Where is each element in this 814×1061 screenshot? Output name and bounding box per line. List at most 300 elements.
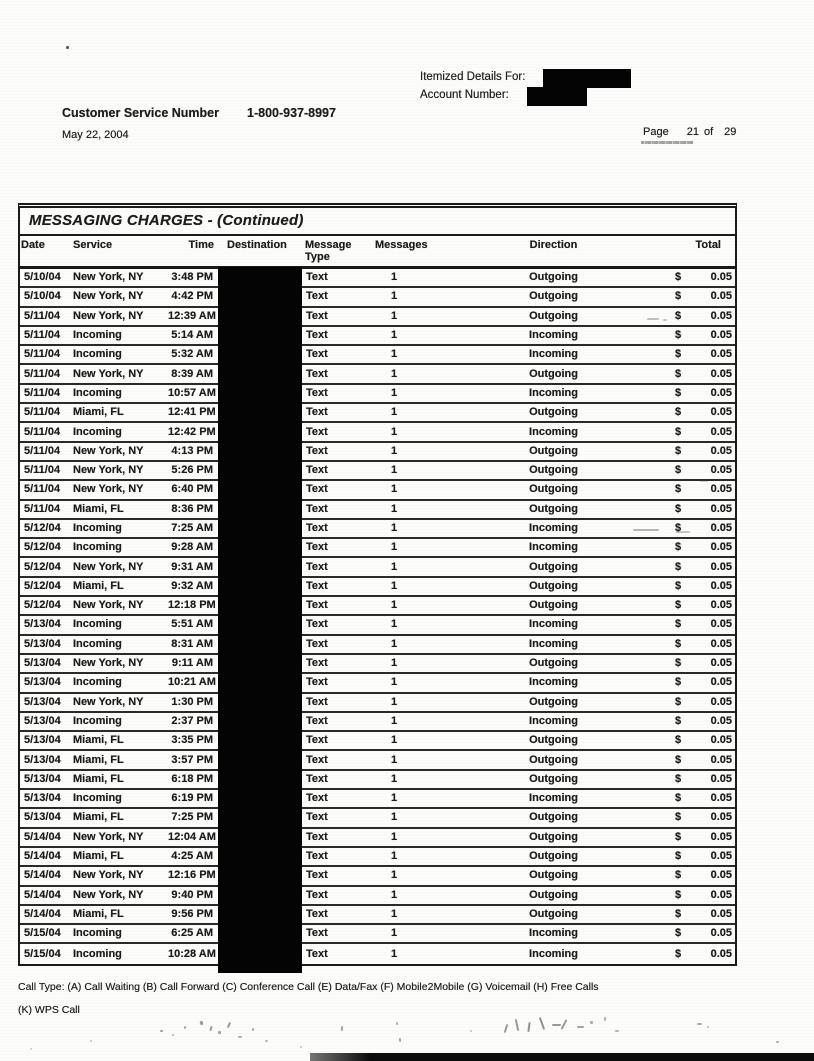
cell-time: 12:18 PM	[168, 599, 216, 612]
cell-service: Miami, FL	[73, 406, 124, 419]
table-body	[20, 269, 735, 964]
amount: 0.05	[710, 676, 732, 689]
scan-speck	[30, 1048, 32, 1050]
cell-messages: 1	[391, 406, 398, 419]
table-row	[20, 829, 735, 848]
page-total: 29	[724, 126, 737, 138]
table-row	[20, 636, 735, 655]
cell-direction: Incoming	[529, 714, 578, 727]
amount: 0.05	[710, 541, 732, 554]
cell-direction: Incoming	[529, 618, 578, 631]
cell-direction: Outgoing	[529, 888, 578, 901]
cell-messages: 1	[391, 676, 398, 689]
currency-sign: $	[675, 888, 682, 901]
cell-message-type: Text	[306, 579, 328, 592]
call-type-legend: Call Type: (A) Call Waiting (B) Call Forward (C) Conference Call (E) Data/Fax (F) Mobile2Mobile (G) Voicemail (H) Free Calls	[18, 981, 599, 993]
table-row	[20, 597, 735, 616]
table-row	[20, 867, 735, 886]
cell-message-type: Text	[306, 444, 328, 457]
cell-message-type: Text	[306, 464, 328, 477]
cell-service: New York, NY	[73, 830, 144, 843]
cell-message-type: Text	[306, 907, 328, 920]
table-row	[20, 365, 735, 384]
scan-speck	[265, 1040, 268, 1042]
cell-date: 5/11/04	[24, 444, 61, 457]
currency-sign: $	[675, 695, 682, 708]
cell-service: Miami, FL	[73, 753, 124, 766]
amount: 0.05	[710, 714, 732, 727]
cell-messages: 1	[391, 560, 398, 573]
cell-date: 5/13/04	[24, 676, 61, 689]
table-row	[20, 578, 735, 597]
table-row	[20, 848, 735, 867]
cell-date: 5/14/04	[24, 850, 61, 863]
cell-date: 5/14/04	[24, 907, 61, 920]
scan-speck	[527, 1022, 530, 1032]
amount: 0.05	[710, 348, 732, 361]
col-header-date: Date	[21, 239, 45, 251]
cell-total	[655, 867, 735, 884]
cell-service: Incoming	[73, 541, 122, 554]
col-header-time: Time	[188, 239, 214, 251]
cell-service: New York, NY	[73, 888, 144, 901]
cell-time: 3:48 PM	[171, 271, 213, 284]
amount: 0.05	[710, 271, 732, 284]
statement-date: May 22, 2004	[62, 129, 129, 141]
cell-time: 5:32 AM	[171, 348, 213, 361]
cell-date: 5/13/04	[24, 695, 61, 708]
cell-total	[655, 946, 735, 963]
cell-service: New York, NY	[73, 599, 144, 612]
cell-time: 9:11 AM	[171, 657, 213, 670]
amount: 0.05	[710, 657, 732, 670]
cell-direction: Outgoing	[529, 734, 578, 747]
cell-message-type: Text	[306, 560, 328, 573]
cell-messages: 1	[391, 657, 398, 670]
cell-total	[655, 790, 735, 807]
cell-total	[655, 616, 735, 633]
cell-total	[655, 462, 735, 479]
cell-messages: 1	[391, 579, 398, 592]
scan-speck	[90, 1040, 92, 1042]
cell-message-type: Text	[306, 637, 328, 650]
cell-service: New York, NY	[73, 869, 144, 882]
cell-service: Incoming	[73, 386, 122, 399]
scan-speck	[184, 1026, 187, 1030]
cell-direction: Incoming	[529, 541, 578, 554]
cell-date: 5/13/04	[24, 657, 61, 670]
cell-messages: 1	[391, 811, 398, 824]
cell-time: 9:56 PM	[171, 907, 213, 920]
cell-messages: 1	[391, 502, 398, 515]
amount: 0.05	[710, 309, 732, 322]
cell-message-type: Text	[306, 676, 328, 689]
cell-message-type: Text	[306, 502, 328, 515]
cell-service: New York, NY	[73, 657, 144, 670]
cell-total	[655, 829, 735, 846]
cell-total	[655, 559, 735, 576]
cell-messages: 1	[391, 792, 398, 805]
cell-total	[655, 288, 735, 305]
cell-message-type: Text	[306, 290, 328, 303]
cell-time: 2:37 PM	[171, 714, 213, 727]
cell-service: New York, NY	[73, 560, 144, 573]
amount: 0.05	[710, 425, 732, 438]
scan-speck	[515, 1019, 519, 1031]
scan-speck	[470, 1030, 472, 1032]
cell-messages: 1	[391, 464, 398, 477]
currency-sign: $	[675, 927, 682, 940]
table-row	[20, 771, 735, 790]
wps-call-line: (K) WPS Call	[18, 1004, 80, 1016]
cell-direction: Outgoing	[529, 772, 578, 785]
cell-date: 5/11/04	[24, 329, 61, 342]
table-row	[20, 809, 735, 828]
table-row	[20, 520, 735, 539]
cell-service: Miami, FL	[73, 850, 124, 863]
cell-total	[655, 887, 735, 904]
currency-sign: $	[675, 676, 682, 689]
itemized-details-label: Itemized Details For:	[420, 71, 526, 83]
cell-message-type: Text	[306, 271, 328, 284]
cell-service: Incoming	[73, 676, 122, 689]
cell-date: 5/13/04	[24, 811, 61, 824]
currency-sign: $	[675, 811, 682, 824]
table-title: MESSAGING CHARGES - (Continued)	[20, 208, 735, 236]
cell-time: 10:28 AM	[168, 947, 216, 960]
currency-sign: $	[675, 714, 682, 727]
currency-sign: $	[675, 599, 682, 612]
amount: 0.05	[710, 830, 732, 843]
scan-speck	[577, 1026, 584, 1028]
cell-messages: 1	[391, 695, 398, 708]
cell-message-type: Text	[306, 386, 328, 399]
cell-total	[655, 752, 735, 769]
amount: 0.05	[710, 753, 732, 766]
currency-sign: $	[675, 329, 682, 342]
currency-sign: $	[675, 444, 682, 457]
cell-message-type: Text	[306, 695, 328, 708]
cell-direction: Outgoing	[529, 579, 578, 592]
cell-total	[655, 732, 735, 749]
cell-total	[655, 443, 735, 460]
amount: 0.05	[710, 329, 732, 342]
currency-sign: $	[675, 560, 682, 573]
currency-sign: $	[675, 309, 682, 322]
cell-message-type: Text	[306, 348, 328, 361]
cell-service: Miami, FL	[73, 734, 124, 747]
scan-speck	[676, 531, 690, 533]
cell-messages: 1	[391, 714, 398, 727]
cell-service: Incoming	[73, 522, 122, 534]
cell-time: 9:32 AM	[171, 579, 213, 592]
cell-date: 5/11/04	[24, 367, 61, 380]
currency-sign: $	[675, 502, 682, 515]
cell-total	[655, 694, 735, 711]
currency-sign: $	[675, 386, 682, 399]
scan-speck	[341, 1026, 343, 1031]
scan-speck	[227, 1022, 231, 1028]
table-row	[20, 944, 735, 963]
table-row	[20, 269, 735, 288]
cell-time: 6:25 AM	[171, 927, 213, 940]
cell-direction: Incoming	[529, 637, 578, 650]
amount: 0.05	[710, 290, 732, 303]
cell-message-type: Text	[306, 888, 328, 901]
cell-message-type: Text	[306, 599, 328, 612]
cell-time: 12:41 PM	[168, 406, 216, 419]
cell-date: 5/14/04	[24, 869, 61, 882]
currency-sign: $	[675, 947, 682, 960]
cell-direction: Incoming	[529, 348, 578, 361]
cell-messages: 1	[391, 599, 398, 612]
cell-date: 5/11/04	[24, 464, 61, 477]
destination-column-redaction	[218, 267, 302, 973]
cell-total	[655, 404, 735, 421]
table-row	[20, 674, 735, 693]
cell-messages: 1	[391, 290, 398, 303]
cell-messages: 1	[391, 309, 398, 322]
cell-time: 5:14 AM	[171, 329, 213, 342]
scan-speck	[160, 1030, 163, 1032]
cell-time: 12:42 PM	[168, 425, 216, 438]
cell-time: 4:13 PM	[171, 444, 213, 457]
account-number-redaction	[527, 87, 587, 106]
cell-total	[655, 308, 735, 325]
cell-messages: 1	[391, 734, 398, 747]
cell-service: Miami, FL	[73, 772, 124, 785]
currency-sign: $	[675, 406, 682, 419]
cell-time: 3:35 PM	[171, 734, 213, 747]
cell-time: 7:25 PM	[171, 811, 213, 824]
table-row	[20, 327, 735, 346]
cell-total	[655, 578, 735, 595]
cell-direction: Outgoing	[529, 444, 578, 457]
currency-sign: $	[675, 850, 682, 863]
cell-message-type: Text	[306, 657, 328, 670]
cell-service: Incoming	[73, 637, 122, 650]
cell-messages: 1	[391, 386, 398, 399]
cell-total	[655, 269, 735, 286]
cell-date: 5/14/04	[24, 830, 61, 843]
table-row	[20, 558, 735, 577]
col-header-service: Service	[73, 239, 113, 251]
cell-service: New York, NY	[73, 309, 144, 322]
amount: 0.05	[710, 888, 732, 901]
cell-message-type: Text	[306, 734, 328, 747]
table-row	[20, 790, 735, 809]
cell-date: 5/13/04	[24, 618, 61, 631]
cell-date: 5/12/04	[24, 541, 61, 554]
amount: 0.05	[710, 947, 732, 960]
cell-time: 8:36 PM	[171, 502, 213, 515]
currency-sign: $	[675, 657, 682, 670]
scan-speck	[700, 480, 708, 482]
cell-total	[655, 481, 735, 498]
cell-date: 5/13/04	[24, 772, 61, 785]
cell-date: 5/11/04	[24, 309, 61, 322]
cell-service: Incoming	[73, 792, 122, 805]
cell-date: 5/12/04	[24, 599, 61, 612]
amount: 0.05	[710, 560, 732, 573]
cell-time: 12:04 AM	[168, 830, 216, 843]
cell-direction: Incoming	[529, 386, 578, 399]
cell-service: Miami, FL	[73, 811, 124, 824]
cell-service: New York, NY	[73, 290, 144, 303]
cell-date: 5/10/04	[24, 271, 61, 284]
cell-total	[655, 925, 735, 942]
cell-messages: 1	[391, 444, 398, 457]
cell-messages: 1	[391, 425, 398, 438]
cell-direction: Outgoing	[529, 811, 578, 824]
scan-edge-bar	[310, 1053, 814, 1061]
scan-speck	[552, 1024, 561, 1026]
scan-speck	[561, 1019, 568, 1030]
cell-message-type: Text	[306, 869, 328, 882]
cell-total	[655, 848, 735, 865]
currency-sign: $	[675, 425, 682, 438]
amount: 0.05	[710, 464, 732, 477]
amount: 0.05	[710, 406, 732, 419]
cell-message-type: Text	[306, 483, 328, 496]
scan-speck	[615, 1030, 619, 1032]
cell-message-type: Text	[306, 830, 328, 843]
amount: 0.05	[710, 579, 732, 592]
cell-messages: 1	[391, 888, 398, 901]
cell-direction: Outgoing	[529, 869, 578, 882]
table-row	[20, 385, 735, 404]
table-row	[20, 906, 735, 925]
customer-service-label: Customer Service Number	[62, 106, 220, 120]
table-row	[20, 346, 735, 365]
cell-message-type: Text	[306, 618, 328, 631]
cell-date: 5/11/04	[24, 406, 61, 419]
currency-sign: $	[675, 271, 682, 284]
cell-date: 5/13/04	[24, 714, 61, 727]
itemized-details-redaction	[543, 69, 631, 88]
table-row	[20, 655, 735, 674]
cell-messages: 1	[391, 367, 398, 380]
scan-speck	[633, 529, 659, 531]
cell-total	[655, 636, 735, 653]
scan-speck	[647, 318, 659, 320]
cell-messages: 1	[391, 947, 398, 960]
cell-total	[655, 713, 735, 730]
cell-messages: 1	[391, 907, 398, 920]
amount: 0.05	[710, 618, 732, 631]
table-row	[20, 616, 735, 635]
cell-date: 5/11/04	[24, 348, 61, 361]
cell-service: Miami, FL	[73, 579, 124, 592]
cell-message-type: Text	[306, 329, 328, 342]
cell-time: 8:31 AM	[171, 637, 213, 650]
cell-direction: Outgoing	[529, 502, 578, 515]
currency-sign: $	[675, 907, 682, 920]
cell-direction: Outgoing	[529, 483, 578, 496]
cell-messages: 1	[391, 618, 398, 631]
cell-message-type: Text	[306, 367, 328, 380]
scan-speck	[504, 1024, 509, 1033]
cell-messages: 1	[391, 522, 398, 534]
cell-date: 5/13/04	[24, 792, 61, 805]
amount: 0.05	[710, 637, 732, 650]
cell-direction: Outgoing	[529, 830, 578, 843]
cell-direction: Incoming	[529, 522, 578, 534]
cell-date: 5/13/04	[24, 753, 61, 766]
scan-speck	[604, 1017, 607, 1021]
cell-date: 5/15/04	[24, 927, 61, 940]
table-row	[20, 288, 735, 307]
cell-date: 5/11/04	[24, 386, 61, 399]
cell-time: 6:19 PM	[171, 792, 213, 805]
amount: 0.05	[710, 599, 732, 612]
table-row	[20, 732, 735, 751]
scan-speck	[300, 1046, 302, 1048]
scan-speck	[707, 1026, 709, 1028]
cell-messages: 1	[391, 850, 398, 863]
cell-service: Incoming	[73, 714, 122, 727]
cell-total	[655, 906, 735, 923]
cell-messages: 1	[391, 271, 398, 284]
cell-service: Miami, FL	[73, 907, 124, 920]
currency-sign: $	[675, 541, 682, 554]
cell-messages: 1	[391, 348, 398, 361]
currency-sign: $	[675, 579, 682, 592]
scan-speck	[252, 1028, 254, 1031]
cell-total	[655, 771, 735, 788]
cell-date: 5/13/04	[24, 637, 61, 650]
page-label: Page	[643, 126, 669, 138]
cell-service: Incoming	[73, 348, 122, 361]
cell-service: New York, NY	[73, 483, 144, 496]
amount: 0.05	[710, 869, 732, 882]
cell-direction: Outgoing	[529, 850, 578, 863]
cell-total	[655, 809, 735, 826]
scan-speck	[209, 1026, 212, 1031]
cell-message-type: Text	[306, 811, 328, 824]
cell-time: 10:57 AM	[168, 386, 216, 399]
cell-messages: 1	[391, 772, 398, 785]
cell-message-type: Text	[306, 947, 328, 960]
cell-service: Incoming	[73, 425, 122, 438]
cell-direction: Outgoing	[529, 907, 578, 920]
scan-speck	[663, 319, 667, 321]
cell-direction: Incoming	[529, 329, 578, 342]
amount: 0.05	[710, 772, 732, 785]
table-row	[20, 539, 735, 558]
amount: 0.05	[710, 522, 732, 534]
amount: 0.05	[710, 386, 732, 399]
amount: 0.05	[710, 695, 732, 708]
cell-direction: Incoming	[529, 792, 578, 805]
table-row	[20, 443, 735, 462]
cell-message-type: Text	[306, 753, 328, 766]
cell-service: New York, NY	[73, 367, 144, 380]
scan-speck	[776, 1041, 779, 1043]
cell-message-type: Text	[306, 792, 328, 805]
cell-time: 8:39 AM	[171, 367, 213, 380]
cell-total	[655, 520, 735, 537]
of-label: of	[703, 126, 714, 138]
amount: 0.05	[710, 792, 732, 805]
cell-service: New York, NY	[73, 444, 144, 457]
table-row	[20, 308, 735, 327]
amount: 0.05	[710, 483, 732, 496]
cell-message-type: Text	[306, 772, 328, 785]
amount: 0.05	[710, 502, 732, 515]
cell-time: 9:31 AM	[171, 560, 213, 573]
cell-time: 9:28 AM	[171, 541, 213, 554]
